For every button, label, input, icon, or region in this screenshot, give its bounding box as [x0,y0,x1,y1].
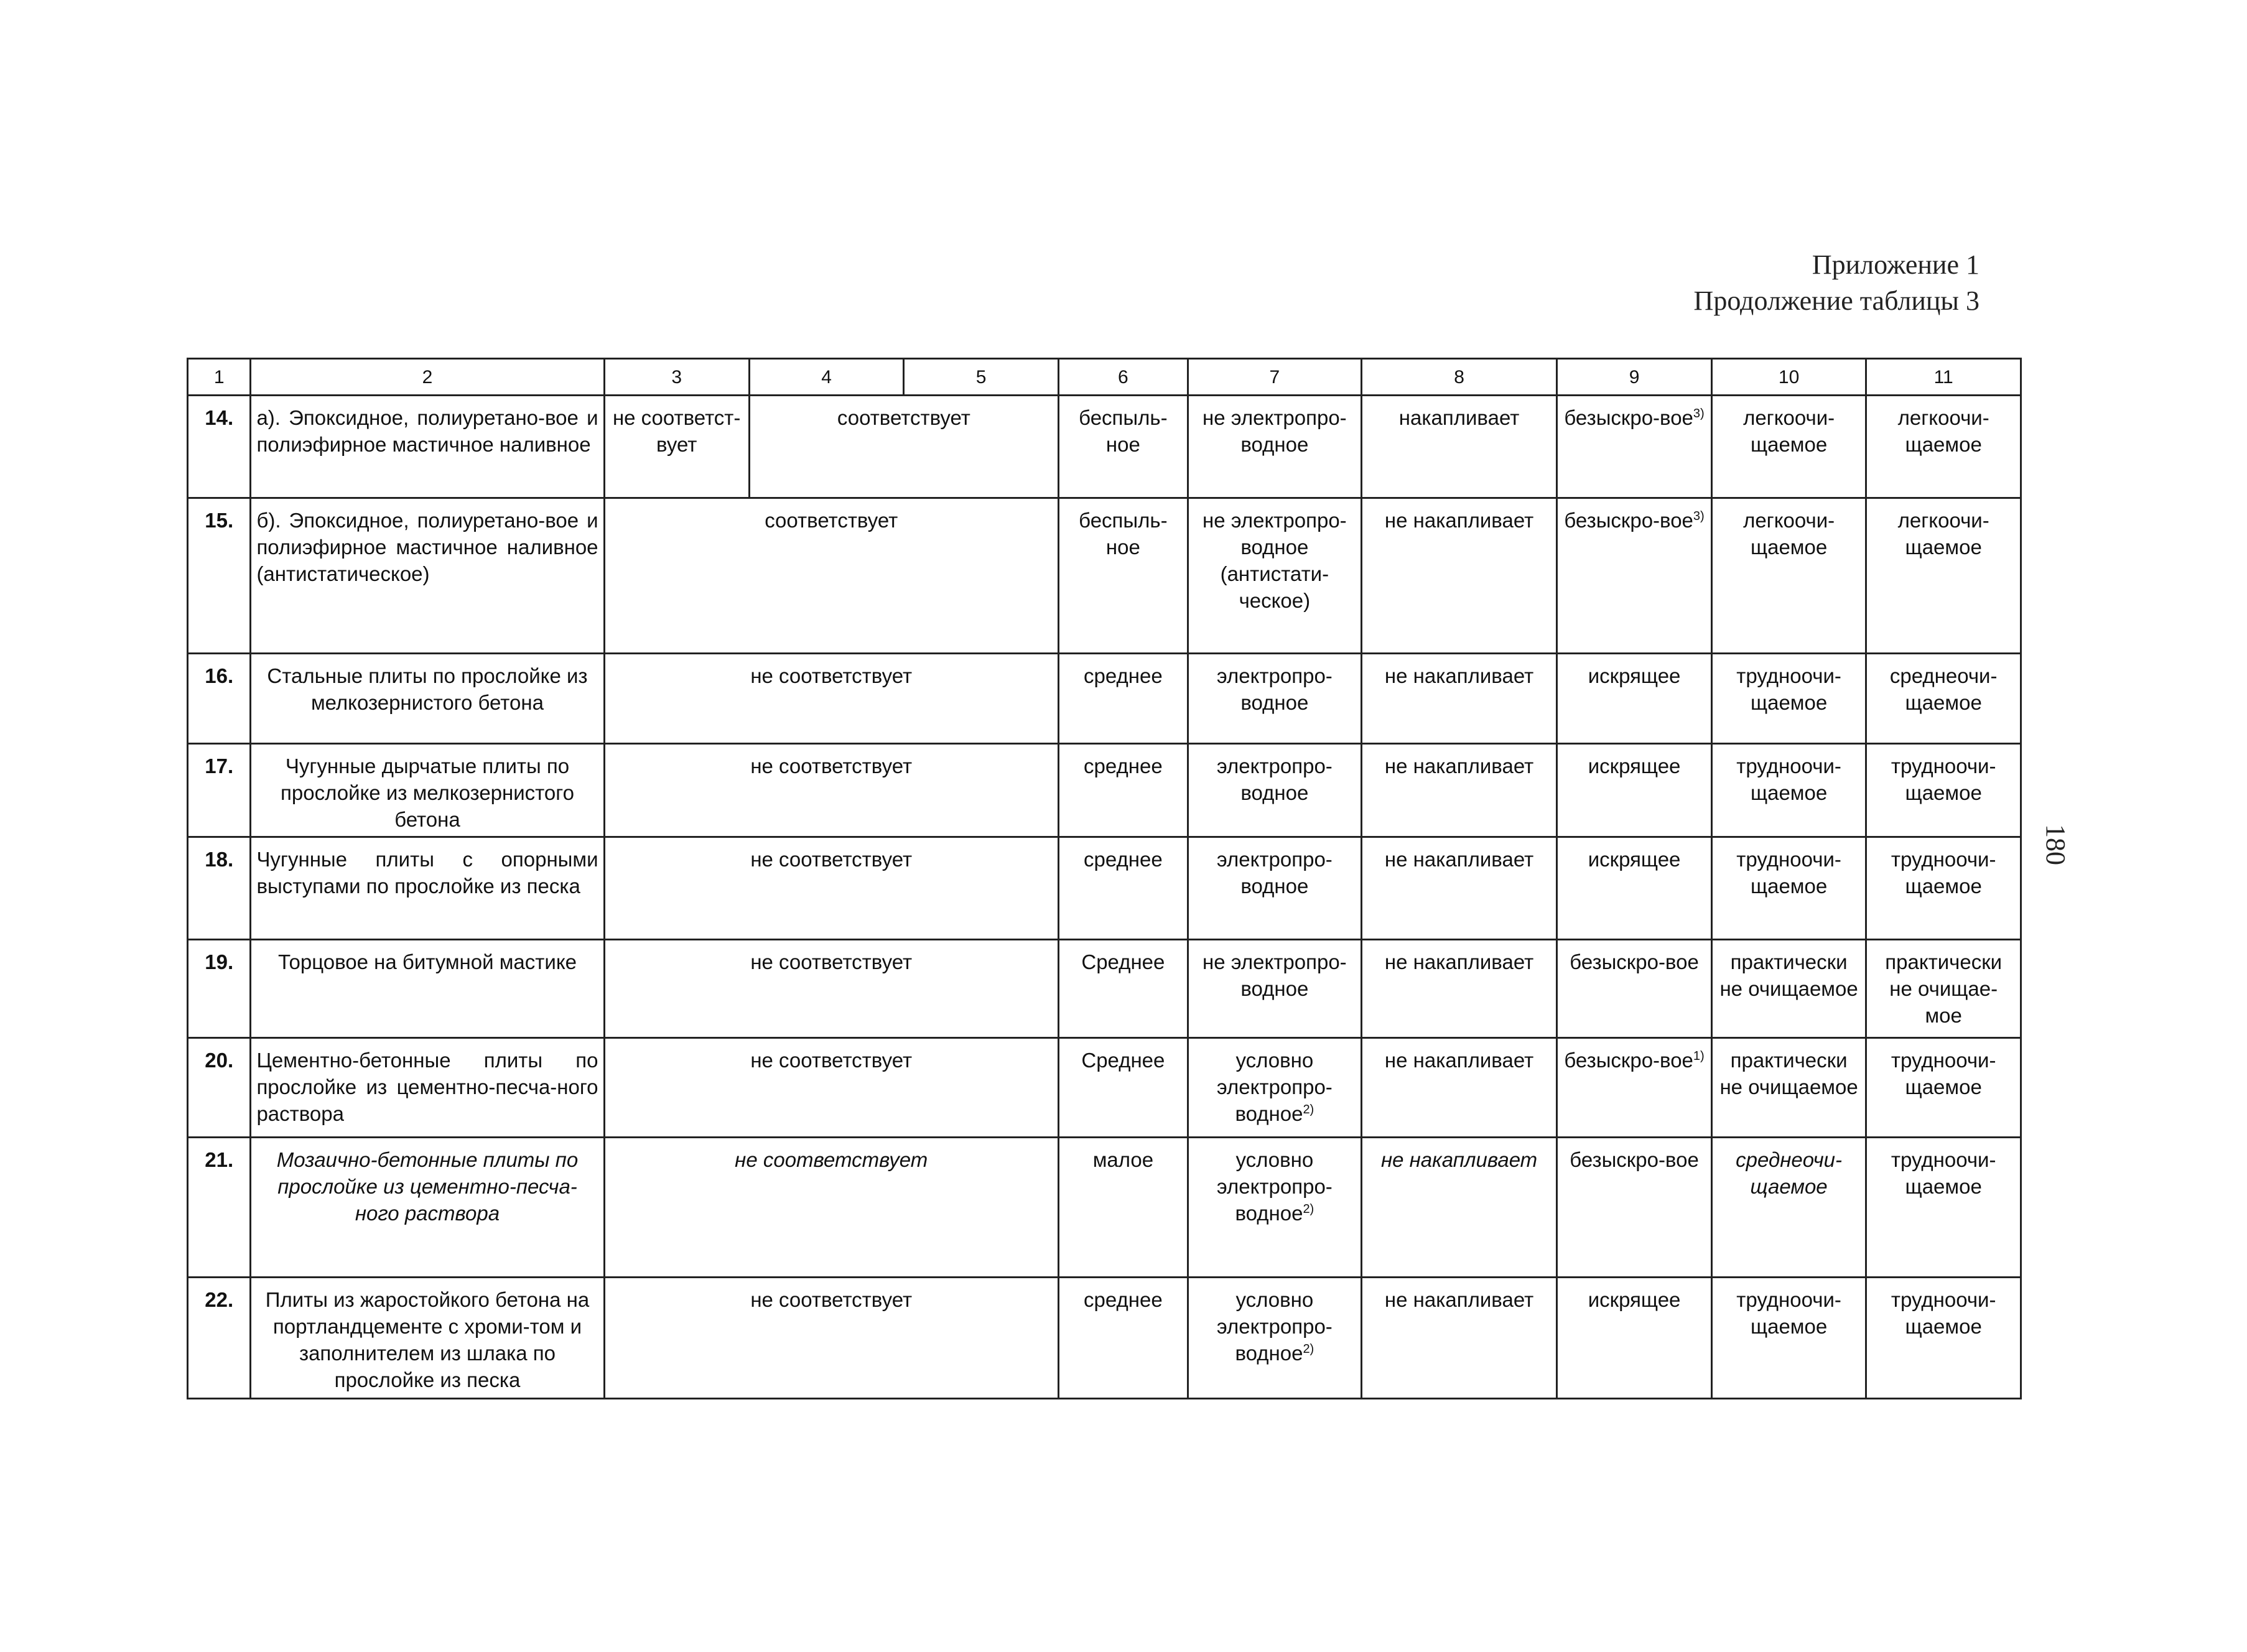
cell-col11: трудноочи-щаемое [1866,1038,2021,1138]
floor-description: Плиты из жаростойкого бетона на портландцементе с хроми-том и заполнителем из шлака по прослойке из песка [251,1278,604,1399]
cell-col3-5: не соответствует [604,1278,1058,1399]
cell-col11: легкоочи-щаемое [1866,396,2021,498]
table-row [188,498,2021,654]
header-cell: 10 [1711,359,1866,396]
cell-col10: среднеочи-щаемое [1711,1138,1866,1278]
cell-col9: искрящее [1557,837,1712,940]
cell-col6: среднее [1058,654,1188,744]
cell-col10: трудноочи-щаемое [1711,837,1866,940]
footnote-mark: 2) [1303,1342,1314,1356]
cell-col9: искрящее [1557,1278,1712,1399]
footnote-mark: 2) [1303,1202,1314,1216]
row-number: 17. [188,744,251,837]
header-cell: 2 [251,359,604,396]
floor-description: Чугунные плиты с опорными выступами по прослойке из песка [251,837,604,940]
header-row [188,359,2021,396]
cell-col7: электропро-водное [1188,654,1361,744]
cell-col11: среднеочи-щаемое [1866,654,2021,744]
cell-col7: не электропро-водное [1188,940,1361,1038]
cell-col6: среднее [1058,1278,1188,1399]
cell-col6: среднее [1058,744,1188,837]
floor-properties-table [187,358,2022,1399]
cell-col3-5: не соответствует [604,1038,1058,1138]
row-number: 22. [188,1278,251,1399]
cell-col11: трудноочи-щаемое [1866,744,2021,837]
row-number: 18. [188,837,251,940]
cell-col11: легкоочи-щаемое [1866,498,2021,654]
cell-col10: легкоочи-щаемое [1711,396,1866,498]
cell-col7: условно электропро-водное$^{2)}$ [1188,1138,1361,1278]
cell-col8: не накапливает [1361,1038,1556,1138]
cell-col7: не электропро-водное (антистати-ческое) [1188,498,1361,654]
header-cell: 6 [1058,359,1188,396]
cell-col8: не накапливает [1361,1278,1556,1399]
cell-col7: условно электропро-водное$^{2)}$ [1188,1038,1361,1138]
row-number: 14. [188,396,251,498]
footnote-mark: 1) [1693,1049,1705,1063]
cell-col9: безыскро-вое$^{1)}$ [1557,1038,1712,1138]
footnote-mark: 3) [1693,509,1705,523]
cell-col9: искрящее [1557,654,1712,744]
cell-col6: среднее [1058,837,1188,940]
cell-col10: практически не очищаемое [1711,1038,1866,1138]
cell-col8: не накапливает [1361,837,1556,940]
cell-col9: искрящее [1557,744,1712,837]
table-row [188,654,2021,744]
floor-description: б). Эпоксидное, полиуретано-вое и полиэфирное мастичное наливное (антистатическое) [251,498,604,654]
cell-col3-5: соответствует [604,498,1058,654]
cell-col10: трудноочи-щаемое [1711,744,1866,837]
cell-col9: безыскро-вое [1557,940,1712,1038]
page-number: 180 [2040,824,2071,865]
floor-description: а). Эпоксидное, полиуретано-вое и полиэфирное мастичное наливное [251,396,604,498]
cell-col3-5: не соответствует [604,837,1058,940]
table-row [188,1138,2021,1278]
cell-col10: легкоочи-щаемое [1711,498,1866,654]
cell-col7: электропро-водное [1188,837,1361,940]
cell-col3-5: не соответствует [604,1138,1058,1278]
floor-description: Чугунные дырчатые плиты по прослойке из мелкозернистого бетона [251,744,604,837]
floor-description: Торцовое на битумной мастике [251,940,604,1038]
cell-col8: накапливает [1361,396,1556,498]
header-cell: 1 [188,359,251,396]
cell-col8: не накапливает [1361,654,1556,744]
header-cell: 9 [1557,359,1712,396]
cell-col8: не накапливает [1361,1138,1556,1278]
footnote-mark: 3) [1693,407,1705,420]
header-cell: 4 [749,359,904,396]
cell-col9: безыскро-вое [1557,1138,1712,1278]
cell-col3-5: не соответствует [604,654,1058,744]
table-row [188,396,2021,498]
cell-col10: практически не очищаемое [1711,940,1866,1038]
table-row [188,1038,2021,1138]
cell-col11: трудноочи-щаемое [1866,1138,2021,1278]
table-row [188,744,2021,837]
cell-col7: не электропро-водное [1188,396,1361,498]
cell-col6: беспыль-ное [1058,498,1188,654]
row-number: 16. [188,654,251,744]
cell-col11: трудноочи-щаемое [1866,1278,2021,1399]
cell-col8: не накапливает [1361,498,1556,654]
cell-col3-5: не соответствует [604,940,1058,1038]
cell-col8: не накапливает [1361,940,1556,1038]
header-cell: 8 [1361,359,1556,396]
row-number: 15. [188,498,251,654]
row-number: 21. [188,1138,251,1278]
header-cell: 7 [1188,359,1361,396]
cell-col3: не соответст-вует [604,396,749,498]
table-row [188,940,2021,1038]
cell-col6: малое [1058,1138,1188,1278]
footnote-mark: 2) [1303,1102,1314,1116]
cell-col6: беспыль-ное [1058,396,1188,498]
cell-col8: не накапливает [1361,744,1556,837]
cell-col10: трудноочи-щаемое [1711,654,1866,744]
table-continuation-caption: Продолжение таблицы 3 [1693,285,1980,316]
cell-col9: безыскро-вое$^{3)}$ [1557,396,1712,498]
header-cell: 3 [604,359,749,396]
cell-col10: трудноочи-щаемое [1711,1278,1866,1399]
cell-col7: условно электропро-водное$^{2)}$ [1188,1278,1361,1399]
table-row [188,1278,2021,1399]
row-number: 20. [188,1038,251,1138]
appendix-caption: Приложение 1 [1812,249,1980,280]
header-cell: 5 [904,359,1059,396]
cell-col6: Среднее [1058,1038,1188,1138]
floor-description: Цементно-бетонные плиты по прослойке из цементно-песча-ного раствора [251,1038,604,1138]
cell-col6: Среднее [1058,940,1188,1038]
floor-description: Мозаично-бетонные плиты по прослойке из цементно-песча-ного раствора [251,1138,604,1278]
cell-col11: практически не очищае-мое [1866,940,2021,1038]
header-cell: 11 [1866,359,2021,396]
cell-col4-5: соответствует [749,396,1058,498]
row-number: 19. [188,940,251,1038]
floor-description: Стальные плиты по прослойке из мелкозернистого бетона [251,654,604,744]
table-row [188,837,2021,940]
cell-col9: безыскро-вое$^{3)}$ [1557,498,1712,654]
cell-col7: электропро-водное [1188,744,1361,837]
cell-col3-5: не соответствует [604,744,1058,837]
cell-col11: трудноочи-щаемое [1866,837,2021,940]
